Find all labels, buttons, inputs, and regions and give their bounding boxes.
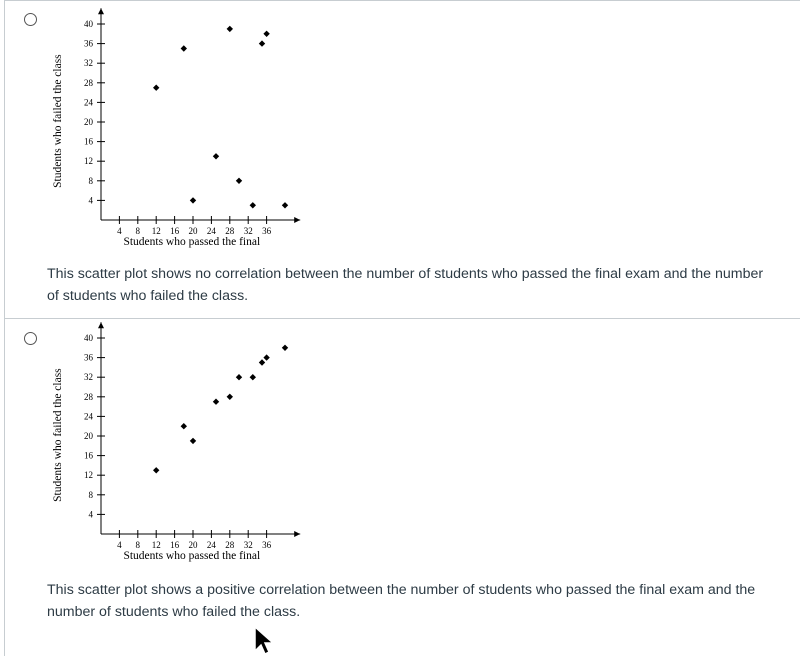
x-tick-label: 28 [225, 226, 235, 236]
x-tick-label: 12 [151, 540, 161, 550]
x-tick-label: 16 [170, 226, 180, 236]
y-tick-label: 28 [84, 77, 93, 88]
y-tick-label: 20 [84, 117, 93, 127]
data-point [153, 85, 159, 91]
y-tick-label: 8 [88, 175, 93, 186]
answer-text-option-1: This scatter plot shows no correlation between the number of students who passed the final exam and the number of students who failed the class. [47, 266, 764, 304]
data-point [259, 40, 265, 46]
y-tick-label: 32 [84, 372, 93, 383]
y-tick-label: 8 [88, 489, 93, 500]
data-point [227, 394, 233, 400]
data-point [190, 197, 196, 203]
y-tick-label: 4 [88, 509, 93, 520]
data-point [181, 45, 187, 51]
radio-button-option-1[interactable] [24, 13, 37, 26]
y-tick-label: 16 [84, 450, 93, 461]
data-point [282, 345, 288, 351]
scatter-plot-option-2 [45, 322, 315, 574]
y-tick-label: 36 [84, 38, 93, 49]
y-axis-label: Students who failed the class [52, 368, 64, 502]
x-tick-label: 8 [135, 226, 141, 236]
radio-button-option-2[interactable] [24, 332, 37, 345]
scatter-plot-option-1 [45, 8, 315, 260]
data-point [236, 178, 242, 184]
x-tick-label: 20 [188, 540, 198, 550]
y-tick-label: 12 [84, 156, 93, 167]
x-tick-label: 28 [225, 540, 235, 550]
x-tick-label: 24 [206, 226, 216, 236]
y-tick-label: 16 [84, 136, 93, 147]
x-tick-label: 16 [170, 540, 180, 550]
x-axis-label: Students who passed the final [123, 236, 261, 248]
y-axis-label: Students who failed the class [52, 54, 64, 188]
data-point [153, 467, 159, 473]
y-tick-label: 40 [84, 333, 93, 343]
x-axis-arrow [294, 217, 300, 223]
y-tick-label: 40 [84, 19, 93, 29]
data-point [263, 354, 269, 360]
x-tick-label: 8 [135, 540, 141, 550]
x-axis-label: Students who passed the final [123, 550, 261, 562]
x-tick-label: 32 [243, 540, 253, 550]
y-tick-label: 28 [84, 391, 93, 402]
y-tick-label: 20 [84, 431, 93, 441]
x-tick-label: 4 [117, 540, 122, 550]
x-tick-label: 12 [151, 226, 161, 236]
y-tick-label: 36 [84, 352, 93, 363]
y-axis-arrow [98, 8, 104, 14]
y-tick-label: 24 [84, 97, 93, 108]
y-tick-label: 24 [84, 411, 93, 422]
x-tick-label: 4 [117, 226, 122, 236]
y-tick-label: 4 [88, 195, 93, 206]
y-tick-label: 32 [84, 58, 93, 69]
data-point [250, 202, 256, 208]
data-point [227, 26, 233, 32]
x-tick-label: 36 [262, 540, 272, 550]
y-axis-arrow [98, 322, 104, 328]
data-point [213, 399, 219, 405]
x-tick-label: 20 [188, 226, 198, 236]
data-point [259, 359, 265, 365]
x-tick-label: 32 [243, 226, 253, 236]
data-point [236, 374, 242, 380]
data-point [250, 374, 256, 380]
y-tick-label: 12 [84, 470, 93, 481]
data-point [181, 423, 187, 429]
mouse-pointer-icon [253, 626, 275, 656]
x-tick-label: 24 [206, 540, 216, 550]
data-point [190, 438, 196, 444]
answer-text-option-2: This scatter plot shows a positive correlation between the number of students who passed the final exam and the number of students who failed the class. [47, 582, 756, 620]
x-axis-arrow [294, 531, 300, 537]
data-point [213, 153, 219, 159]
data-point [282, 202, 288, 208]
x-tick-label: 36 [262, 226, 272, 236]
data-point [263, 31, 269, 37]
